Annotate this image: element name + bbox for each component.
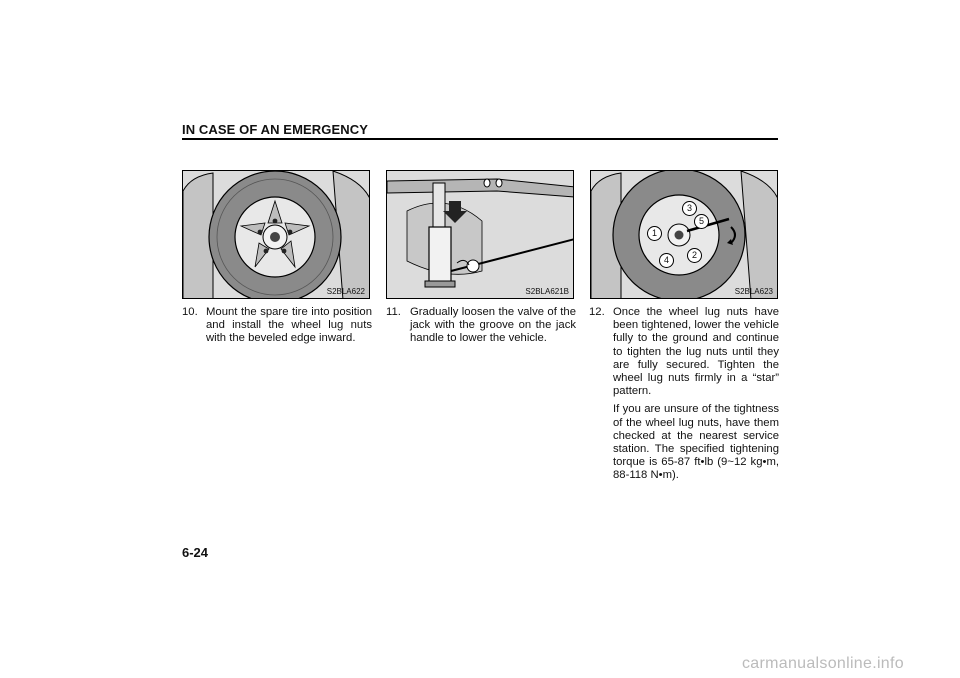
step-number: 11. bbox=[386, 306, 401, 318]
step-text: Gradually loosen the valve of the jack with the groove on the jack handle to lower the vehicle. bbox=[410, 306, 576, 345]
jack-illustration bbox=[387, 171, 574, 299]
page-number: 6-24 bbox=[182, 545, 209, 560]
step-text-note: If you are unsure of the tightness of the wheel lug nuts, have them checked at the nearest service station. The specified tightening torque is 65-87 ft•lb (9~12 kg•m, 88-118 N•m). bbox=[613, 403, 779, 482]
figure-caption: S2BLA621B bbox=[525, 287, 569, 296]
figure-lower-jack bbox=[386, 170, 574, 299]
step-text: Once the wheel lug nuts have been tightened, lower the vehicle fully to the ground and continue to tighten the lug nuts until they are fully secured. Tighten the wheel lug nuts firmly in a “star” pattern. bbox=[613, 306, 779, 398]
figure-mount-spare-tire bbox=[182, 170, 370, 299]
header-rule bbox=[182, 138, 778, 140]
step-number: 10. bbox=[182, 306, 198, 318]
nut-label-5: 5 bbox=[694, 214, 709, 229]
figure-star-pattern bbox=[590, 170, 778, 299]
step-number: 12. bbox=[589, 306, 605, 318]
step-11 bbox=[386, 306, 576, 346]
wheel-illustration bbox=[183, 171, 370, 299]
section-title: IN CASE OF AN EMERGENCY bbox=[182, 122, 369, 137]
watermark: carmanualsonline.info bbox=[742, 655, 904, 672]
figure-caption: S2BLA623 bbox=[734, 287, 773, 296]
step-text: Mount the spare tire into position and install the wheel lug nuts with the beveled edge inward. bbox=[206, 306, 372, 345]
nut-label-4: 4 bbox=[659, 253, 674, 268]
star-pattern-illustration bbox=[591, 171, 778, 299]
nut-label-1: 1 bbox=[647, 226, 662, 241]
figure-caption: S2BLA622 bbox=[326, 287, 365, 296]
nut-label-3: 3 bbox=[682, 201, 697, 216]
nut-label-2: 2 bbox=[687, 248, 702, 263]
step-10 bbox=[182, 306, 372, 346]
step-12 bbox=[589, 306, 779, 483]
